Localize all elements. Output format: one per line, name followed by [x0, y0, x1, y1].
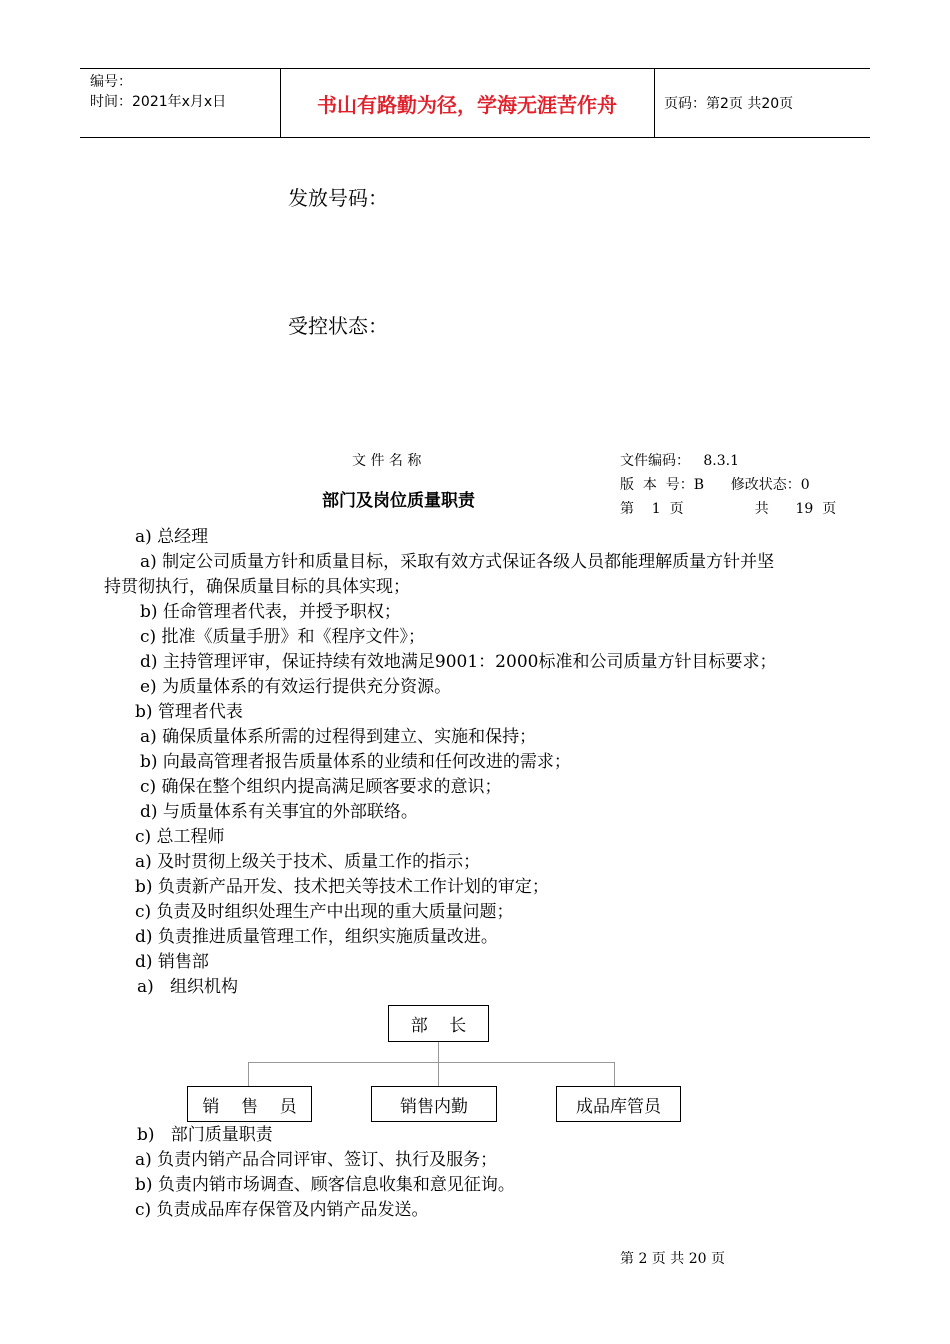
- list-item: a) 及时贯彻上级关于技术、质量工作的指示；: [135, 852, 481, 872]
- page-header: [80, 68, 870, 138]
- list-item: b) 负责新产品开发、技术把关等技术工作计划的审定；: [135, 877, 549, 897]
- list-item: b) 负责内销市场调查、顾客信息收集和意见征询。: [135, 1175, 515, 1195]
- doc-code: 文件编码： 8.3.1: [620, 453, 739, 469]
- number-label: 编号：: [90, 74, 132, 90]
- list-item: b) 向最高管理者报告质量体系的业绩和任何改进的需求；: [140, 752, 571, 772]
- org-line: [438, 1041, 439, 1087]
- header-divider: [654, 69, 655, 137]
- org-line: [614, 1062, 615, 1086]
- list-item: e) 为质量体系的有效运行提供充分资源。: [140, 677, 452, 697]
- control-status-label: 受控状态：: [288, 314, 388, 338]
- subsection-heading: a) 组织机构: [137, 977, 238, 997]
- header-left-cell: [90, 72, 226, 112]
- org-box-child: 销 售 员: [187, 1086, 312, 1122]
- time-label: 时间：2021年x月x日: [90, 94, 227, 110]
- list-item: c) 负责及时组织处理生产中出现的重大质量问题；: [135, 902, 514, 922]
- org-box-head: 部 长: [388, 1005, 489, 1042]
- doc-name-label: 文 件 名 称: [352, 453, 422, 469]
- list-item: c) 确保在整个组织内提高满足顾客要求的意识；: [140, 777, 502, 797]
- issue-number-label: 发放号码：: [288, 186, 388, 210]
- org-box-child: 销售内勤: [371, 1086, 497, 1122]
- section-heading: a) 总经理: [135, 527, 209, 547]
- doc-page: 第 1 页 共 19 页: [620, 501, 837, 517]
- section-heading: b) 管理者代表: [135, 702, 243, 722]
- org-line: [248, 1062, 249, 1086]
- subsection-heading: b) 部门质量职责: [137, 1125, 273, 1145]
- list-item-continuation: 持贯彻执行，确保质量目标的具体实现；: [104, 577, 410, 597]
- header-page-info: 页码：第2页 共20页: [664, 96, 794, 112]
- doc-title: 部门及岗位质量职责: [322, 491, 475, 511]
- org-box-child: 成品库管员: [556, 1086, 681, 1122]
- list-item: d) 与质量体系有关事宜的外部联络。: [140, 802, 418, 822]
- list-item: a) 负责内销产品合同评审、签订、执行及服务；: [135, 1150, 498, 1170]
- doc-version: 版 本 号：B 修改状态：0: [620, 477, 810, 493]
- page-footer: 第 2 页 共 20 页: [620, 1251, 725, 1267]
- list-item: b) 任命管理者代表，并授予职权；: [140, 602, 401, 622]
- header-motto: 书山有路勤为径，学海无涯苦作舟: [317, 92, 617, 117]
- section-heading: d) 销售部: [135, 952, 209, 972]
- org-line: [248, 1062, 615, 1063]
- list-item: a) 制定公司质量方针和质量目标，采取有效方式保证各级人员都能理解质量方针并坚: [140, 552, 775, 572]
- list-item: c) 批准《质量手册》和《程序文件》；: [140, 627, 426, 647]
- list-item: a) 确保质量体系所需的过程得到建立、实施和保持；: [140, 727, 537, 747]
- list-item: d) 主持管理评审，保证持续有效地满足9001：2000标准和公司质量方针目标要求；: [140, 652, 777, 672]
- list-item: c) 负责成品库存保管及内销产品发送。: [135, 1200, 429, 1220]
- list-item: d) 负责推进质量管理工作，组织实施质量改进。: [135, 927, 498, 947]
- section-heading: c) 总工程师: [135, 827, 225, 847]
